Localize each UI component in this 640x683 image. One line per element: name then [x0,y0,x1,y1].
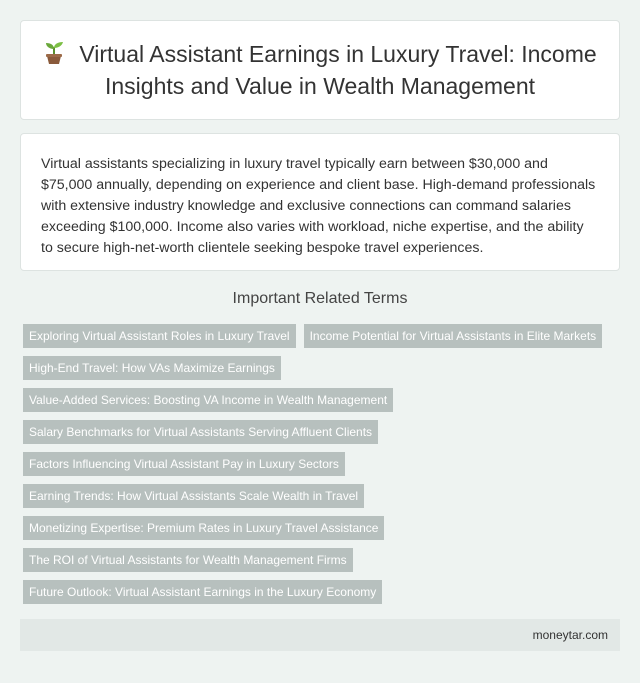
related-terms-heading: Important Related Terms [232,290,408,307]
page-title-text: Virtual Assistant Earnings in Luxury Travel: Income Insights and Value in Wealth Management [79,41,597,99]
related-term[interactable]: Monetizing Expertise: Premium Rates in Luxury Travel Assistance [23,516,384,540]
related-term[interactable]: High-End Travel: How VAs Maximize Earnings [23,356,281,380]
sprout-icon [43,41,65,65]
term-row [23,580,623,604]
related-term[interactable]: Factors Influencing Virtual Assistant Pay in Luxury Sectors [23,452,345,476]
related-term[interactable]: Earning Trends: How Virtual Assistants Scale Wealth in Travel [23,484,364,508]
related-term[interactable]: Salary Benchmarks for Virtual Assistants Serving Affluent Clients [23,420,378,444]
term-row [23,420,623,444]
related-term[interactable]: Income Potential for Virtual Assistants in Elite Markets [304,324,603,348]
term-row [23,484,623,508]
term-row [23,356,623,380]
related-terms-list [23,324,623,612]
related-term[interactable]: Future Outlook: Virtual Assistant Earnings in the Luxury Economy [23,580,382,604]
footer [20,619,620,651]
title-card [20,20,620,120]
summary-card [20,133,620,271]
term-row [23,452,623,476]
related-term[interactable]: Exploring Virtual Assistant Roles in Luxury Travel [23,324,296,348]
footer-site-link[interactable]: moneytar.com [532,628,608,642]
term-row [23,548,623,572]
term-row [23,516,623,540]
page-title [40,38,600,102]
related-term[interactable]: Value-Added Services: Boosting VA Income in Wealth Management [23,388,393,412]
summary-text: Virtual assistants specializing in luxury travel typically earn between $30,000 and $75,000 annually, depending on experience and client base. High-demand professionals with extensive industry knowledge and exclusive connections can command salaries exceeding $100,000. Income also varies with workload, niche expertise, and the ability to secure high-net-worth clientele seeking bespoke travel experiences. [41,156,596,256]
term-row [23,388,623,412]
related-term[interactable]: The ROI of Virtual Assistants for Wealth Management Firms [23,548,353,572]
term-row [23,324,623,348]
